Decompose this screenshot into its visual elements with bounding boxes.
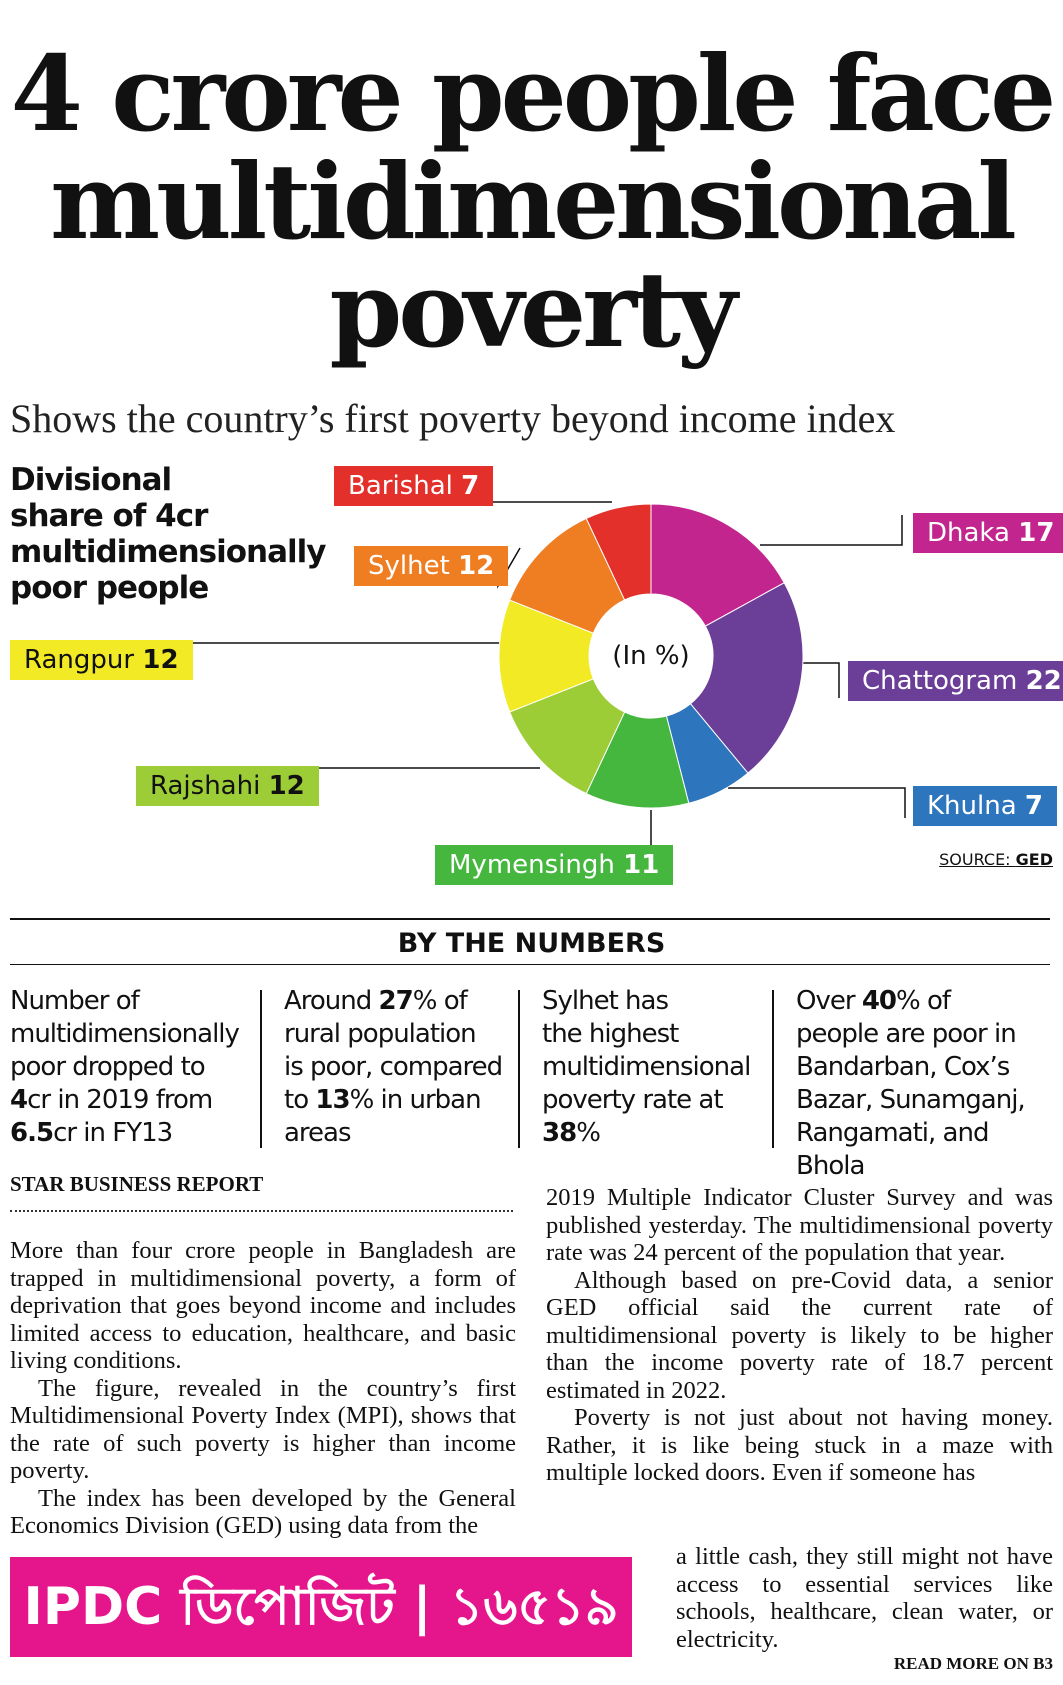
article-column-2 [546,1184,1053,1487]
stat-1: Number of multidimensionally poor dropped to 4cr in 2019 from 6.5cr in FY13 [10,986,239,1148]
article-paragraph: The index has been developed by the General Economics Division (GED) using data from the [10,1484,516,1539]
label-mymensingh: Mymensingh 11 [435,845,673,885]
leader-line-rangpur [178,643,503,678]
headline-line-1: 4 crore people face [10,32,1053,155]
article-paragraph: 2019 Multiple Indicator Cluster Survey and was published yesterday. The multidimensional poverty rate was 24 percent of the population that year. [546,1184,1053,1266]
leader-line-barishal [490,472,612,502]
label-dhaka: Dhaka 17 [913,513,1063,553]
subheadline: Shows the country’s first poverty beyond income index [10,396,896,441]
article-paragraph: Poverty is not just about not having money. Rather, it is like being stuck in a maze with multiple locked doors. Even if someone has [546,1404,1053,1486]
stat-2: Around 27% of rural population is poor, compared to 13% in urban areas [284,986,503,1148]
ipdc-deposit-ad[interactable]: IPDC ডিপোজিট | ১৬৫১৯ [10,1557,632,1657]
article-paragraph: The figure, revealed in the country’s first Multidimensional Poverty Index (MPI), shows that the rate of such poverty is higher than income poverty. [10,1374,516,1484]
section-rule-top [10,918,1050,920]
article-paragraph: More than four crore people in Bangladesh are trapped in multidimensional poverty, a form of deprivation that goes beyond income and includes limited access to education, healthcare, and basic living conditions. [10,1237,516,1374]
label-rajshahi: Rajshahi 12 [136,766,319,806]
headline-line-3: poverty [329,248,734,371]
label-rangpur: Rangpur 12 [10,640,193,680]
section-rule-bottom [10,964,1050,965]
label-sylhet: Sylhet 12 [354,546,508,586]
label-chattogram: Chattogram 22 [848,661,1063,701]
leader-line-rajshahi [302,768,540,803]
stat-4: Over 40% of people are poor in Bandarban, Cox’s Bazar, Sunamganj, Rangamati, and Bhola [796,986,1025,1181]
stat-3: Sylhet has the highest multidimensional poverty rate at 38% [542,986,751,1148]
label-khulna: Khulna 7 [913,786,1057,826]
by-the-numbers-heading: BY THE NUMBERS [397,928,666,959]
stat-divider-3 [772,990,774,1148]
leader-line-dhaka [760,515,902,545]
chart-title: Divisional share of 4cr multidimensionally poor people [10,462,326,606]
read-more-link[interactable]: READ MORE ON B3 [893,1654,1053,1673]
byline: STAR BUSINESS REPORT [10,1172,264,1196]
chart-source: SOURCE: GED [939,850,1053,869]
article-column-1 [10,1237,516,1540]
donut-center-label: (In %) [612,641,690,671]
stat-divider-2 [518,990,520,1148]
headline-line-2: multidimensional [50,140,1013,263]
byline-divider [10,1210,513,1212]
article-column-2-wrap [676,1543,1053,1653]
article-paragraph: Although based on pre-Covid data, a senior GED official said the current rate of multidimensional poverty is likely to be higher than the income poverty rate of 18.7 percent estimated in 2022. [546,1266,1053,1404]
leader-line-khulna [728,788,905,818]
stat-divider-1 [260,990,262,1148]
article-paragraph: a little cash, they still might not have access to essential services like schools, healthcare, clean water, or electricity. [676,1543,1053,1653]
label-barishal: Barishal 7 [334,466,493,506]
